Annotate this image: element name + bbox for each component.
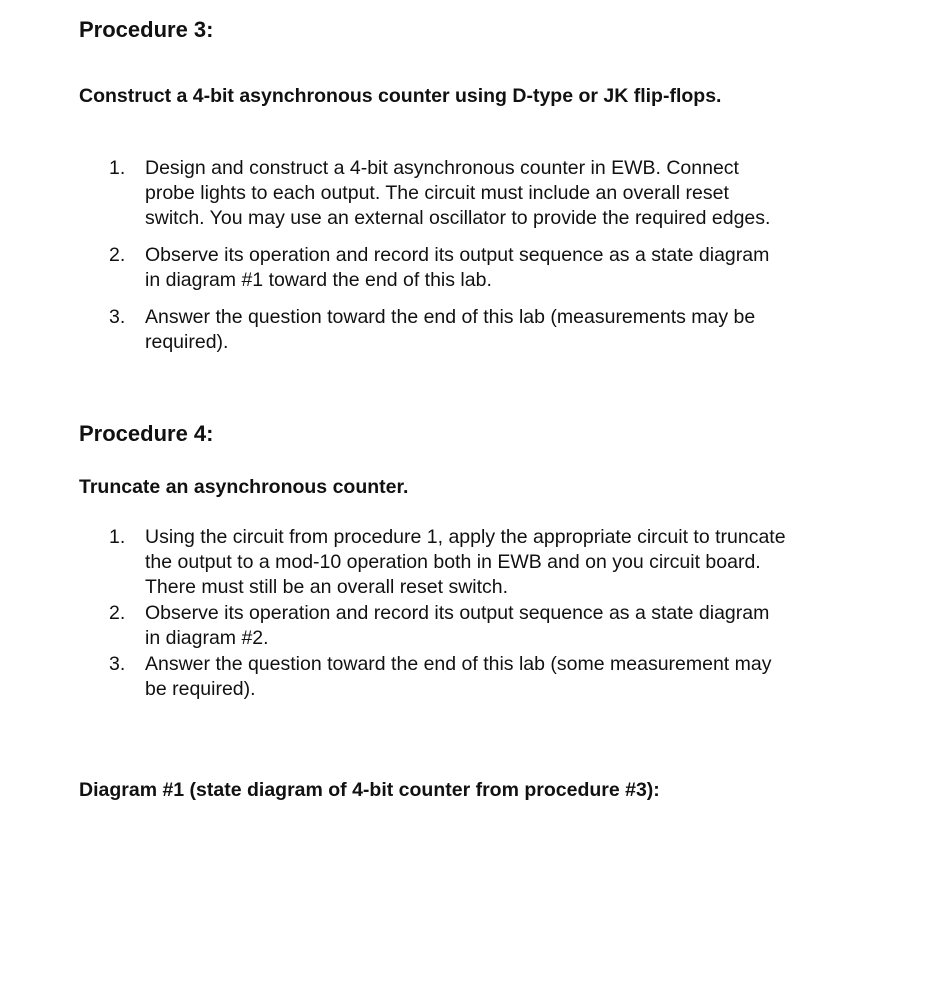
- step-line: be required).: [145, 678, 256, 700]
- step-line: Design and construct a 4-bit asynchronous counter in EWB. Connect: [145, 157, 739, 179]
- step-text: [145, 305, 875, 355]
- step-text: [145, 652, 875, 702]
- step-number: 2.: [109, 244, 126, 266]
- step-line: Using the circuit from procedure 1, apply the appropriate circuit to truncate: [145, 526, 786, 548]
- procedure-3-steps: [0, 156, 880, 367]
- step-line: switch. You may use an external oscillator to provide the required edges.: [145, 207, 771, 229]
- step-number: 3.: [109, 653, 126, 675]
- procedure-3-step: [0, 156, 880, 231]
- step-text: [145, 525, 875, 600]
- step-text: [145, 243, 875, 293]
- procedure-4-step: [0, 525, 880, 600]
- procedure-4-title: Procedure 4:: [79, 421, 214, 446]
- step-line: Answer the question toward the end of this lab (some measurement may: [145, 653, 772, 675]
- step-line: Observe its operation and record its output sequence as a state diagram: [145, 602, 770, 624]
- procedure-3-step: [0, 243, 880, 293]
- step-line: required).: [145, 331, 229, 353]
- diagram-1-title: Diagram #1 (state diagram of 4-bit counter from procedure #3):: [79, 779, 660, 801]
- step-number: 3.: [109, 306, 126, 328]
- step-line: probe lights to each output. The circuit must include an overall reset: [145, 182, 729, 204]
- step-line: There must still be an overall reset switch.: [145, 576, 509, 598]
- step-line: Answer the question toward the end of this lab (measurements may be: [145, 306, 756, 328]
- procedure-3-step: [0, 305, 880, 355]
- step-line: Observe its operation and record its output sequence as a state diagram: [145, 244, 770, 266]
- procedure-3-subtitle: Construct a 4-bit asynchronous counter using D-type or JK flip-flops.: [79, 85, 722, 107]
- procedure-4-steps: [0, 525, 880, 703]
- procedure-3-title: Procedure 3:: [79, 17, 214, 42]
- step-text: [145, 156, 875, 231]
- procedure-4-subtitle: Truncate an asynchronous counter.: [79, 476, 409, 498]
- step-line: the output to a mod-10 operation both in EWB and on you circuit board.: [145, 551, 761, 573]
- procedure-4-step: [0, 601, 880, 651]
- procedure-4-step: [0, 652, 880, 702]
- step-number: 2.: [109, 602, 126, 624]
- step-number: 1.: [109, 157, 126, 179]
- step-text: [145, 601, 875, 651]
- step-line: in diagram #2.: [145, 627, 269, 649]
- step-number: 1.: [109, 526, 126, 548]
- step-line: in diagram #1 toward the end of this lab.: [145, 269, 492, 291]
